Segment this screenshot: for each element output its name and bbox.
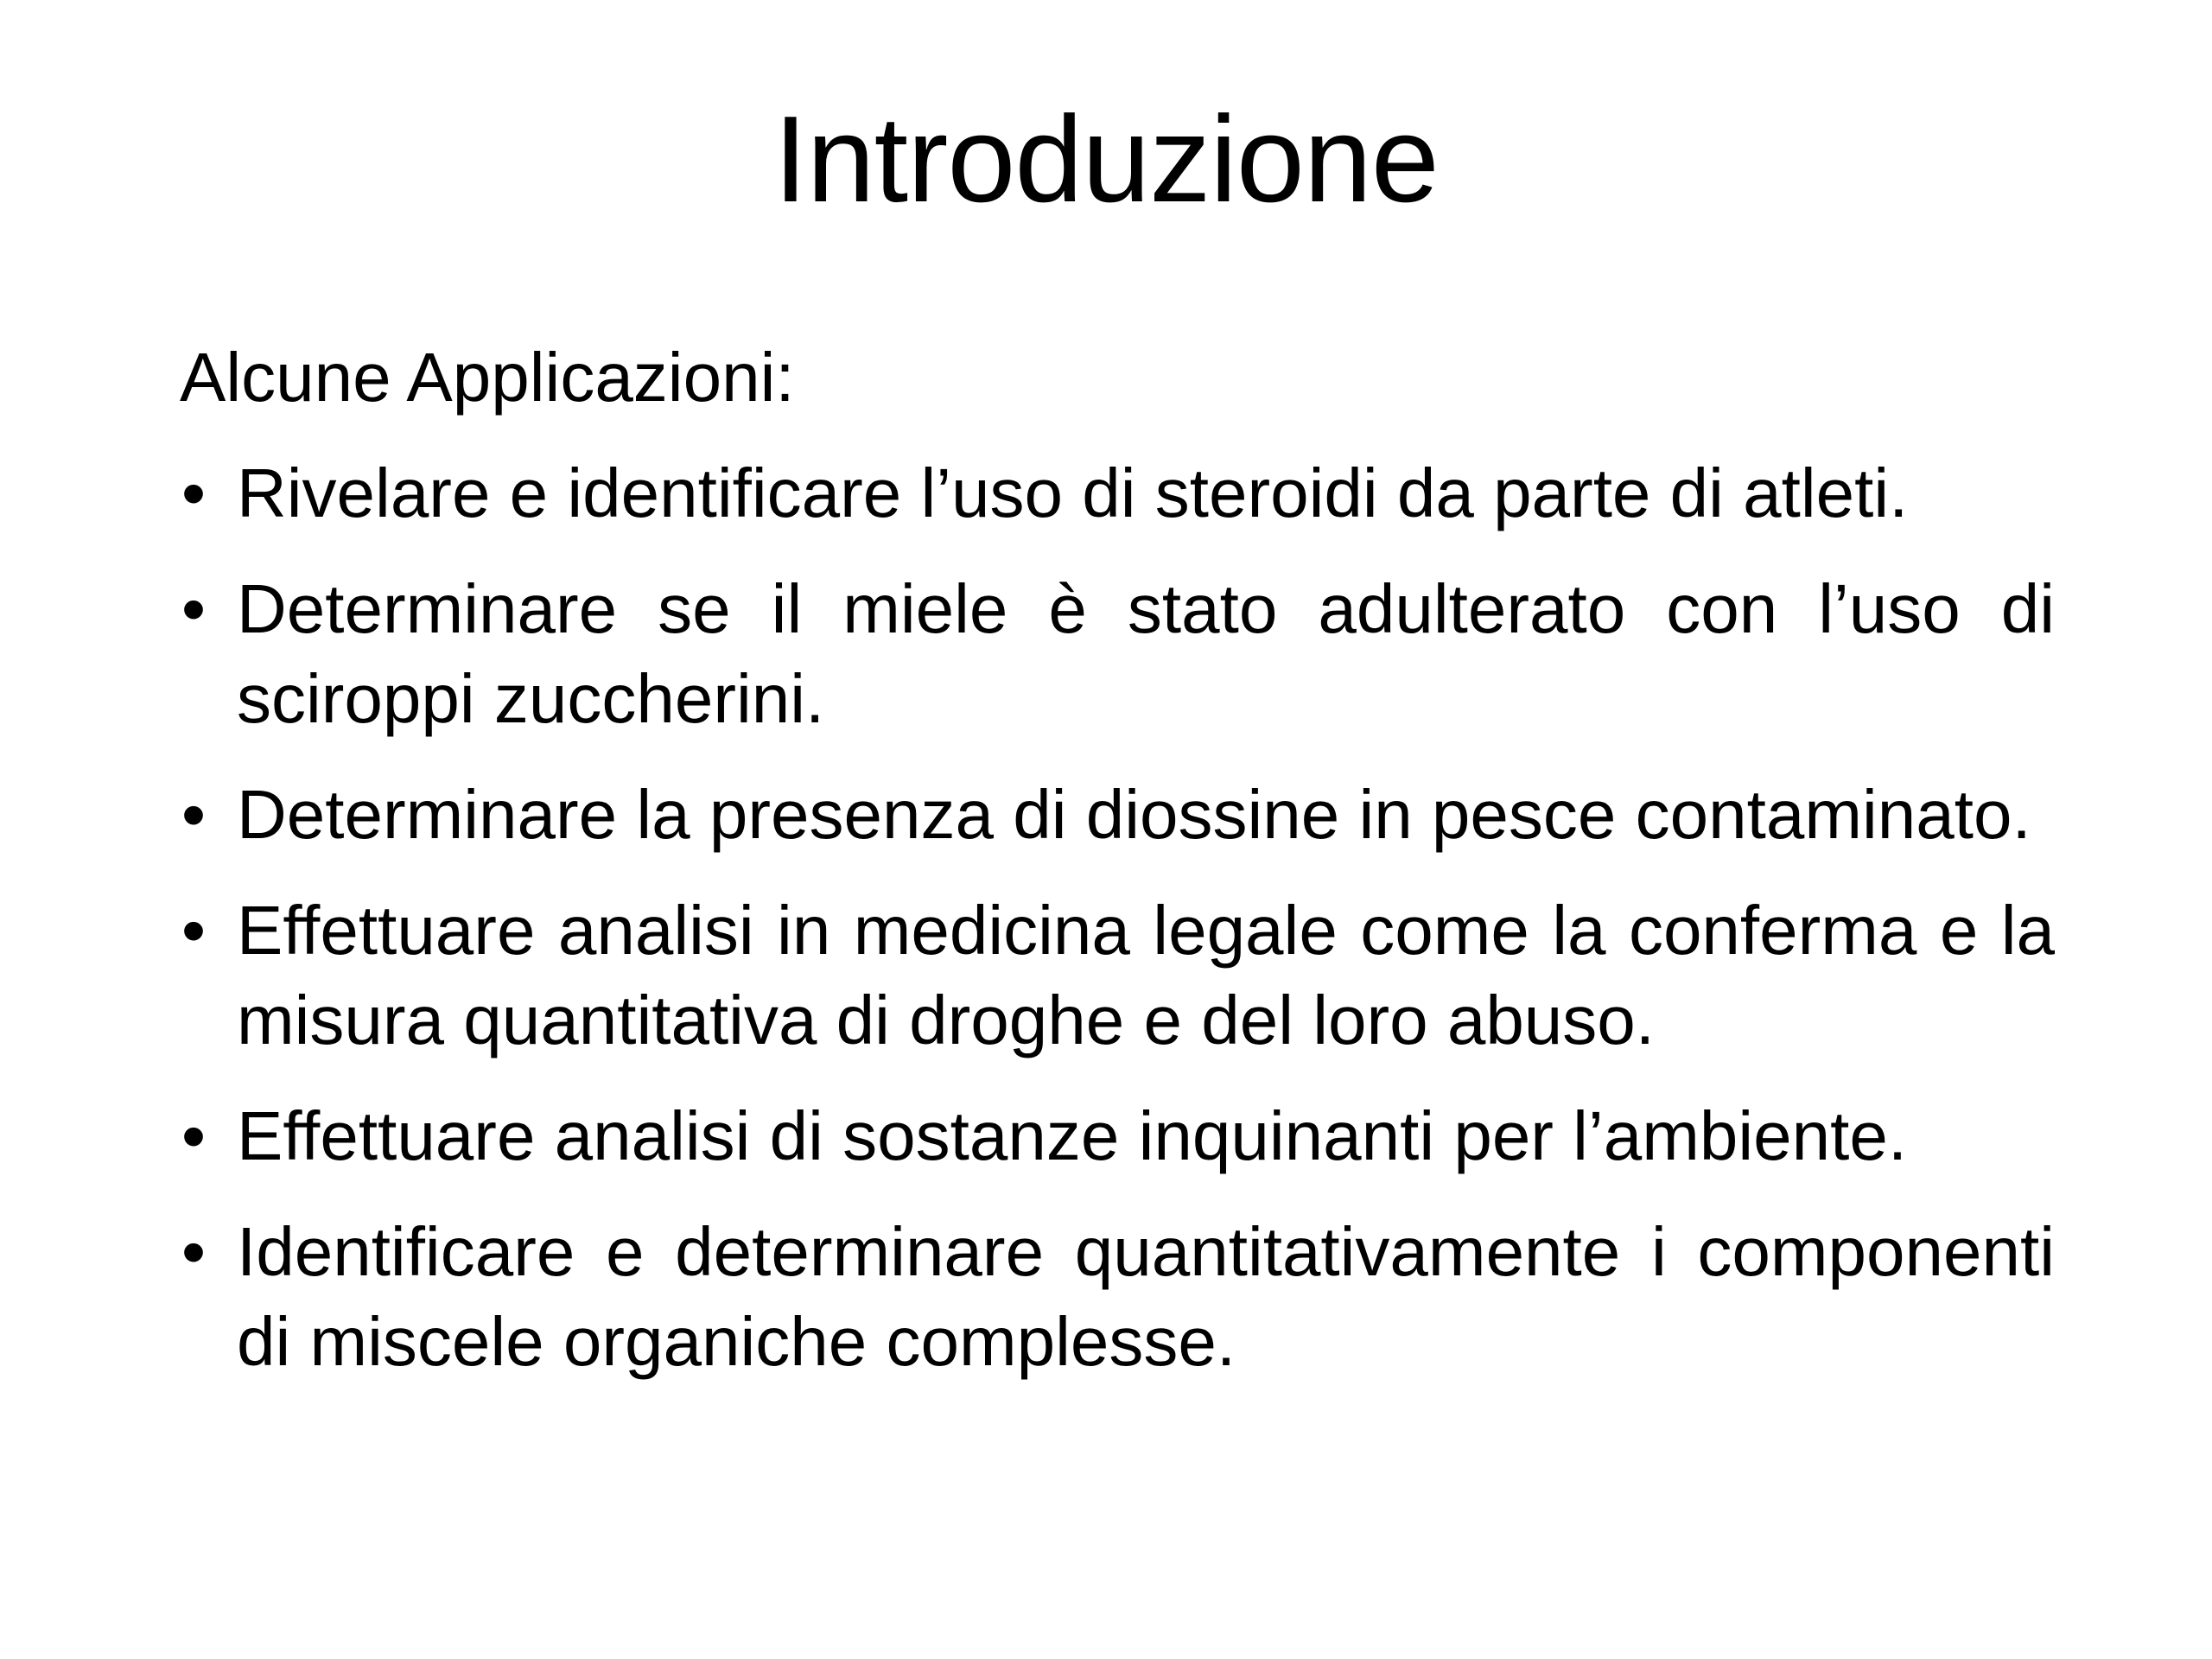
bullet-dot: • [181,570,207,647]
bullet-dot: • [181,1097,207,1174]
bullet-dot: • [181,454,207,531]
bullet-item-dioxins [180,770,2055,860]
bullet-text: Effettuare analisi in medicina legale come la conferma e la misura quantitativa di droghe e del loro abuso. [237,892,2055,1058]
bullet-item-steroids [180,448,2055,538]
bullet-item-pollutants [180,1091,2055,1181]
bullet-text: Determinare la presenza di diossine in pesce contaminato. [237,776,2031,853]
bullet-text: Rivelare e identificare l’uso di steroidi da parte di atleti. [237,454,1909,531]
bullet-text: Effettuare analisi di sostanze inquinanti per l’ambiente. [237,1097,1908,1174]
bullet-dot: • [181,892,207,969]
bullet-item-honey [180,564,2055,744]
slide-title: Introduzione [773,91,1439,228]
bullet-list [180,448,2055,1387]
bullet-text: Identificare e determinare quantitativamente i componenti di miscele organiche complesse. [237,1213,2055,1380]
slide-content [180,333,2055,1413]
bullet-item-forensics [180,886,2055,1065]
intro-line: Alcune Applicazioni: [180,339,795,416]
bullet-item-mixtures [180,1207,2055,1387]
bullet-text: Determinare se il miele è stato adulterato con l’uso di sciroppi zuccherini. [237,570,2055,737]
bullet-dot: • [181,1213,207,1290]
bullet-dot: • [181,776,207,853]
